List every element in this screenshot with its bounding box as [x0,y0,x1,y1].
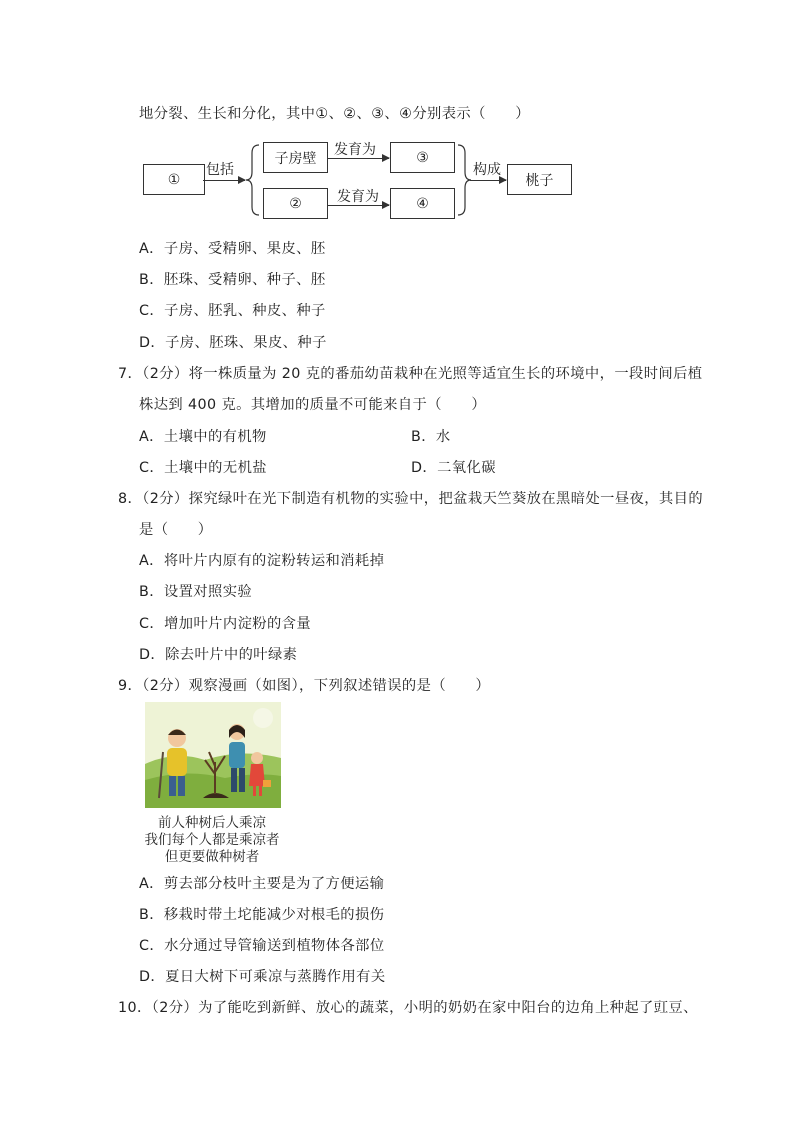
q8-option-a: A．将叶片内原有的淀粉转运和消耗掉 [139,553,385,569]
cartoon-caption-line-1: 前人种树后人乘凉 [158,815,266,831]
cartoon-caption-line-3: 但更要做种树者 [164,849,260,865]
left-brace-icon [245,144,261,216]
q9-option-a: A．剪去部分枝叶主要是为了方便运输 [139,876,385,892]
q8-option-b: B．设置对照实验 [139,584,253,600]
diagram-box-4: ④ [390,188,455,219]
q7-stem-line-1: 7．（2分）将一株质量为 20 克的番茄幼苗栽种在光照等适宜生长的环境中，一段时间后植 [118,366,703,382]
arrow-form [470,180,506,181]
arrow-develop-1 [327,158,389,159]
diagram-label-develop-2: 发育为 [337,189,379,205]
q9-option-d: D．夏日大树下可乘凉与蒸腾作用有关 [139,969,386,985]
q8-option-c: C．增加叶片内淀粉的含量 [139,616,312,632]
diagram-box-2: ② [263,188,328,219]
q9-option-b: B．移栽时带土坨能减少对根毛的损伤 [139,907,385,923]
q8-stem-line-2: 是（ ） [139,522,213,538]
q9-stem-line-1: 9．（2分）观察漫画（如图），下列叙述错误的是（ ） [118,678,491,694]
q8-option-d: D．除去叶片中的叶绿素 [139,647,298,663]
q6-option-b: B．胚珠、受精卵、种子、胚 [139,272,326,288]
tree-planting-cartoon-image [145,702,281,808]
arrow-include [203,180,245,181]
diagram-label-form: 构成 [473,162,501,178]
cartoon-caption-line-2: 我们每个人都是乘凉者 [144,832,280,848]
q7-option-c: C．土壤中的无机盐 [139,460,267,476]
q8-stem-line-1: 8．（2分）探究绿叶在光下制造有机物的实验中，把盆栽天竺葵放在黑暗处一昼夜，其目的 [118,491,704,507]
q6-option-d: D．子房、胚珠、果皮、种子 [139,335,327,351]
q7-option-b: B．水 [411,429,451,445]
diagram-box-peach: 桃子 [507,164,572,195]
arrow-develop-2 [327,205,389,206]
q9-option-c: C．水分通过导管输送到植物体各部位 [139,938,385,954]
q10-stem-line-1: 10．（2分）为了能吃到新鲜、放心的蔬菜，小明的奶奶在家中阳台的边角上种起了豇豆、 [118,1000,698,1016]
q6-option-c: C．子房、胚乳、种皮、种子 [139,303,326,319]
diagram-box-1: ① [143,164,205,195]
q6-stem: 地分裂、生长和分化，其中①、②、③、④分别表示（ ） [139,106,530,122]
diagram-box-3: ③ [390,142,455,173]
cartoon-caption [131,815,293,866]
q7-option-a: A．土壤中的有机物 [139,429,267,445]
diagram-box-ovary-wall: 子房壁 [263,142,328,173]
q7-option-d: D．二氧化碳 [411,460,496,476]
diagram-label-include: 包括 [206,162,234,178]
diagram-label-develop-1: 发育为 [334,142,376,158]
q7-stem-line-2: 株达到 400 克。其增加的质量不可能来自于（ ） [139,397,487,413]
q6-option-a: A．子房、受精卵、果皮、胚 [139,241,326,257]
